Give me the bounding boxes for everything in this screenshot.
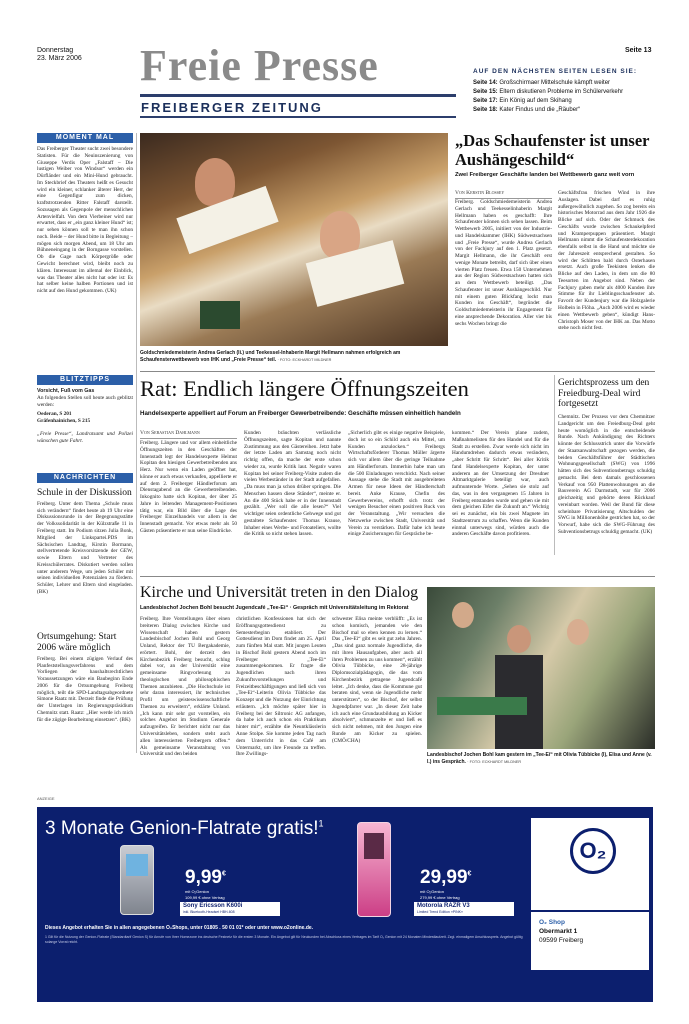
- rat-headline[interactable]: Rat: Endlich längere Öffnungszeiten: [140, 376, 469, 401]
- ad-footer: Dieses Angebot erhalten Sie in allen angegebenen O₂Shops, unter 01805 . 50 01 01* oder unter www.o2online.de.: [45, 925, 314, 931]
- person-1: [452, 602, 474, 628]
- shop-city: 09599 Freiberg: [539, 937, 584, 945]
- subtitle: FREIBERGER ZEITUNG: [141, 100, 323, 115]
- subtitle-rule: [140, 116, 456, 118]
- shop-street: Obermarkt 1: [539, 928, 578, 936]
- person-2: [507, 625, 531, 653]
- shop-photo[interactable]: [140, 133, 448, 346]
- ad-label: ANZEIGE: [37, 796, 55, 801]
- church-col1: Freiberg. Ihre Vorstellungen über einen breiteren Dialog zwischen Kirche und Wissenschaft haben gestern Landesbischof Jochen Bohl und Georg Unland, Rektor der TU Bergakademie, erörtert. Bohl, der derzeit den Kirchenbezirk Freiberg besucht, schlug dabei vor, an der Universität eine gemeinsame Ringvorlesung zu theologischen und philosophischen Themen anzubieten. „Die Hochschule ist sehr daran interessiert, ihr technisches Profil um geisteswissenschaftliche Themen zu erweitern“, erklärte Unland. „Ich kann mir sehr gut vorstellen, ein solches Angebot im Studium Generale aufzugreifen. Er berichtet nicht nur das Universitätsleben, sondern steht auch allen interessierten Freibergern offen.“ Als gemeinsame Veranstaltung von Universität und den beiden: [140, 616, 230, 758]
- blitztipps-title: BLITZTIPPS: [37, 375, 133, 385]
- section-rule: [140, 371, 655, 372]
- ad-headline: 3 Monate Genion-Flatrate gratis!$^1$: [45, 818, 324, 839]
- rat-deck: Handelsexperte appelliert auf Forum an Freiberger Gewerbetreibende: Geschäfte müssen einheitlich handeln: [140, 410, 461, 417]
- price-2-note: mit O₂Genion 279,99 € ohne Vertrag: [420, 889, 460, 900]
- date-full: 23. März 2006: [37, 55, 82, 63]
- court-headline[interactable]: Gerichtsprozess um den Freiedburg-Deal wird fortgesetzt: [558, 378, 650, 410]
- kicker-table: [437, 697, 527, 715]
- preview-box: [473, 68, 663, 115]
- preview-item[interactable]: Seite 14: Großschirmaer Mittelschule kämpft weiter: [473, 79, 611, 86]
- blitztipps-line1: Vorsicht, Fuß vom Gas: [37, 388, 95, 394]
- person-3: [567, 619, 589, 645]
- blitztipps-box: [37, 388, 133, 444]
- news-text: Freiberg. Unter dem Thema „Schule muss sich verändern“ findet heute ab 19 Uhr eine Diskussionsrunde in der Begegnungsstätte der Volkssolidarität in der Külzstraße 11 in Freiberg statt. Im Podium sitzen Julia Bonk, Mitglied der Linkspartei.PDS im Sächsischen Landtag, Kirstin Bormann, stellvertretende Kreisvorsitzende der GEW, sowie Eltern und Vertreter des Kreisschülerrates. Diskutiert werden sollen unter anderem Wege, um jeden Schüler mit seinen individuellen Potenzialen zu fördern. Schüler, Lehrer und Eltern sind eingeladen. (BK): [37, 500, 133, 595]
- top-story-deck: Zwei Freiberger Geschäfte landen bei Wettbewerb ganz weit vorn: [455, 172, 635, 178]
- church-photo[interactable]: [427, 587, 655, 749]
- top-story-byline: Von Kerstin Blossey: [455, 190, 552, 199]
- photo-caption: Goldschmiedemeisterin Andrea Gerlach (li.) und Teekessel-Inhaberin Margit Hellmann nahmen erfolgreich am Schaufensterwettbewerb von IHK und „Freie Presse“ teil. · FOTO: ECKHARDT MILDNER: [140, 350, 401, 363]
- column-divider: [554, 375, 555, 555]
- masthead[interactable]: Freie Presse: [140, 41, 379, 90]
- preview-item[interactable]: Seite 15: Eltern diskutieren Probleme im Schülerverkehr: [473, 88, 624, 95]
- tea-box: [200, 301, 240, 329]
- price-1: 9,99€: [185, 867, 226, 888]
- church-photo-caption: Landesbischof Jochen Bohl kam gestern im „Tee-Ei“ mit Olivia Tübbicke (l), Elisa und Anne (v. l.) ins Gespräch. · FOTO: ECKHARDT MILDNER: [427, 752, 652, 765]
- moment-mal-title: MOMENT MAL: [37, 133, 133, 143]
- rat-col1: Freiberg. Längere und vor allem einheitliche Öffnungszeiten in den Geschäften der Innenstadt legt der Handelsexperte Helmut Kopitan den hiesigen Gewerbetreibenden ans Herz. Nur wenn ein Laden geöffnet hat, könne er auch etwas verkaufen, appellierte er auf dem 2. Freiberger Händlerforum am Dienstagabend an die Gewerbetreibenden. Inkognito hatte sich Kopitan, der über 25 Jahre in leitenden Management-Positionen tätig war, ein Bild über die Lage des Freiberger Einzelhandels vor allem in der Innenstadt gemacht. Vor etwas mehr als 50 Gästen präsentierte er nun seine Eindrücke.: [140, 440, 237, 534]
- church-deck: Landesbischof Jochen Bohl besucht Jugendcafé „Tee-Ei“ · Gespräch mit Universitätsleitung im Rektorat: [140, 605, 409, 611]
- top-story-col2: Geschäftsfrau frischen Wind in ihre Auslagen. Dabei darf es ruhig außergewöhnlich zugehen. So zog bereits ein historisches Motorrad aus dem Jahr 1926 die Blicke auf sich. Oder der Schmuck des Geschäfts wurde zwischen Schaukelpferd und Kramperpuppen präsentiert. Margit Hellmann nimmt die Schaufensterdekoration ebenfalls selbst in die Hand und möchte sie der Jahreszeit entsprechend gestalten. So wird der Schlitten bald durch Osterhasen ersetzt. Auch große Teekisten lenken die Blicke auf den Laden, in dem um die 80 Teesorten im Angebot sind. Neben der Fachjury gaben mehr als 4000 Kunden ihre Stimme für ihr Lieblingsschaufenster ab. Favorit der Kundenjury war die Holzgalerie Holbein in Flöha. „Auch 2006 wird es wieder einen Wettbewerb geben“, kündigt Hans-Christoph Moser von der IHK an. Das Motto stehe noch nicht fest.: [558, 190, 655, 332]
- column-divider: [136, 133, 137, 753]
- blitztipps-place: Gräfenhainichen, S 215: [37, 418, 91, 425]
- ad-fineprint: 1 Gilt für die Nutzung der Genion-Flatrate (Standardtarif Genion S) für Anrufe von Ihrer Homezone ins deutsche Festnetz für die ersten 3 Monate. Ein Angebot gilt für Neukunden bei Abschluss eines Vertrages im Tarif O₂ Genion mit 24 Monaten Mindestlaufzeit. Zzgl. einmaligem Anschlusspreis. Angebot gültig solange Vorrat reicht.: [45, 935, 523, 944]
- shop-title: O₂ Shop: [539, 919, 565, 926]
- nachrichten-title: NACHRICHTEN: [37, 473, 133, 483]
- news-headline[interactable]: Schule in der Diskussion: [37, 488, 132, 498]
- phone-sony-icon: [120, 845, 154, 915]
- phone-2-name: Motorola RAZR V3 Limited Trend Edition »PINK«: [414, 902, 514, 916]
- blitztipps-place: Oederan, S 201: [37, 411, 72, 418]
- rat-col3: „Sicherlich gibt es einige negative Beispiele, doch ist so ein Schild auch ein Mittel, um Kunden anzulocken.“ Freibergs Wirtschaftsförderer Thomas Müller ärgerte sich vor allem über die geringe Teilnahme am Händlerforum. Immerhin habe man um die 500 Einladungen verschickt. Nach seiner Aussage stehe die Stadt mit ausgebreiteten Armen für neue Ideen der Händlerschaft bereit. Anke Krause, Chefin des Gewerbevereins, erhofft sich trotz der wenigen Besucher einen positiven Ruck von der Veranstaltung. „Wir versuchen die Netzwerke zwischen Stadt, Universität und Verein zu verstärken. Dafür habe ich heute einige Zusicherungen für Gespräche be-: [348, 430, 445, 538]
- certificate: [306, 240, 405, 307]
- preview-title: AUF DEN NÄCHSTEN SEITEN LESEN SIE:: [473, 68, 638, 75]
- phone-1-name: Sony Ericsson K600i inkl. Bluetooth-Headset HBH-608: [180, 902, 280, 916]
- phone-motorola-icon: [357, 822, 391, 917]
- news-headline[interactable]: Ortsumgehung: Start 2006 wäre möglich: [37, 631, 117, 653]
- top-story-headline[interactable]: „Das Schaufenster ist unser Aushängeschild“: [455, 131, 650, 169]
- blitztipps-note: „Freie Presse“, Landratsamt und Polizei wünschen gute Fahrt.: [37, 430, 133, 444]
- preview-item[interactable]: Seite 17: Ein König auf dem Skihang: [473, 97, 572, 104]
- top-story-col1: Freiberg. Goldschmiedemeisterin Andrea Gerlach und Teekesselinhaberin Margit Hellmann haben es geschafft: Ihre Schaufenster können sich sehen lassen. Beim Wettbewerb 2005, initiiert von der Industrie- und Handelskammer (IHK) Südwestsachsen und „Freie Presse“, wurde Andrea Gerlach von der Fachjury auf den 1. Platz gesetzt. Margit Hellmann, die ihr Geschäft erst wenige Monate betreibt, darf sich über einen vierten Platz freuen. Etwa 150 Unternehmen aus der Region Südwestsachsen hatten sich an dem Wettbewerb beteiligt. „Das Schaufenster ist unser Aushängeschild. Nur mit einem guten Blickfang lockt man Kunden ins Geschäft“, begründet die Goldschmiedemeisterin ihr Engagement für eine ansprechende Dekoration. Aller vier bis sechs Wochen bringt die: [455, 199, 552, 327]
- o2-logo-icon[interactable]: O₂: [570, 828, 616, 874]
- shop-address[interactable]: [531, 912, 649, 970]
- news-text: Freiberg. Bei einem zügigen Verlauf des Planfeststellungsverfahrens und dem Vorliegen der haushaltsrechtlichen Voraussetzungen wäre ein Baubeginn Ende 2006 für die Ortsumgehung Freiberg möglich, teilt die SPD-Landtagsabgeordnete Simone Raatz mit. Derzeit finde die Prüfung der Unterlagen im Regierungspräsidium Chemnitz statt. Raatz: „Hier werde ich mich für die zügige Bearbeitung einsetzen“. (BK): [37, 655, 133, 723]
- rat-col4: kommen.“ Der Verein plane zudem, Maßnahmelisten für den Handel und für die Stadt zu erstellen. Zwar werde sich nicht im Handumdrehen dadurch etwas verändern, „aber Schritt für Schritt“. Bei aller Kritik fand Handelsexperte Kopitan, der unter anderem an der Umsetzung der Dresdner Altmarktgalerie beteiligt war, auch aufmunternde Worte. „Sehen sie stolz auf das, was in den vergangenen 15 Jahren in Freiberg entstanden wurde und gehen sie mit dem gleichen Eifer die Zukunft an.“ Wichtig sei es zunächst, ein bis zwei Magnete im Stadtzentrum zu schaffen. Wenn die Kunden einmal unterwegs sind, würden auch die anderen Geschäfte davon profitieren.: [452, 430, 549, 538]
- price-1-note: mit O₂Genion 109,99 € ohne Vertrag: [185, 889, 225, 900]
- blitztipps-line2: An folgenden Stellen soll heute auch geblitzt werden:: [37, 394, 133, 408]
- rat-col2: Kunden bräuchten verlässliche Öffnungszeiten, sagte Kopitan und nannte Zustimmung aus den Gästereihen. Jetzt habe der letzte Laden am Samstag noch nicht richtig offen, da mache der erste schon wieder zu, wurde Kritik laut. Negativ waren Kopitan bei seiner Freiberg-Visite zudem die vielen Werbeständer in der Stadt aufgefallen. „Da muss man ja schon drüber springen. Die Menschen hassen diese Ständer“, meinte er. An die 400 Stück habe er in der Innenstadt gezählt. „Wer soll die alle lesen?“ Viel wichtiger seien ordentliche Gehwege und gut gestaltete Schaufenster. Thomas Krause, Inhaber eines Werbe- und Fotoateliers, wollte die Kritik so nicht stehen lassen.: [244, 430, 341, 538]
- rat-byline: Von Sebastian Dahlmann: [140, 430, 237, 439]
- preview-item[interactable]: Seite 18: Kater Findus und die „Räuber“: [473, 106, 581, 113]
- date: [37, 47, 82, 63]
- church-col3: schwester Elisa meinte verblüfft: „Es ist schon komisch, jemanden wie den Bischof mal so eben kennen zu lernen.“ Das „Tee-Ei“ gibt es seit gut zehn Jahren. „Das sind ganz normale Jugendliche, die mit ihren Hausaufgaben, aber auch all ihren Problemen zu uns kommen“, erzählt Olivia Tübbicke, eine 28-jährige Diplomsozialpädagogin, die das vom Kirchenbezirk getragene Jugendcafé leitet. „Ich denke, dass die Kommune gut beraten sind, wenn sie Jugendliche mehr unterstützen“, so der Bischof, der selbst Jugendpfarrer war. „In dieser Zeit habe ich auch eine Grundausbildung an Kicker absolviert“, schmunzelte er und ließ es sich nicht nehmen, mit den Jungen eine Runde am Kicker zu spielen. (CMÖ/CHA): [332, 616, 422, 744]
- church-headline[interactable]: Kirche und Universität treten in den Dialog: [140, 584, 419, 601]
- court-text: Chemnitz. Der Prozess vor dem Chemnitzer Landgericht um den Freiedburg-Deal geht heute womöglich in die entscheidende Runde. Nach Ankündigung des Richters könnte der Schlussstrich unter die Vorwürfe der Staatsanwaltschaft gezogen werden, die beiden Geschäftsführer der Städtischen Wohnungsgesellschaft (SWG) von 1996 hätten sich des Subventionsbetrugs schuldig gemacht. Bei dem damals geschlossenen Verkauf von 950 Plattenwohnungen an die Bauverein AG Darmstadt, war für 2006 gleichzeitig und gehörte deren Rückkauf vereinbart worden. Weil der Bund für diese scheinbare Privatisierung Altschulden der SWG in Millionenhöhe gestrichen hat, so der Vorwurf, habe sich die SWG-Führung des Subventionsbetrugs schuldig gemacht. (UK): [558, 414, 655, 536]
- moment-mal-text: Das Freiberger Theater sucht zwei besondere Statisten. Für die Neuinszenierung von Giuseppe Verdis Oper „Falstaff – Die lustigen Weiber von Windsor“ werden ein Dürfländer und ein Mini-Hund gebraucht. Im Steckbrief des Theaters heißt es Gesucht wird ein kleiner, schlanker älterer Herr, der eine Gegenfigur zum dicken, kraftstrotzenden Ritter Falstaff darstellt. Sozusagen als Gegenpole der menschlichen Artenvielfalt. Von dem Vierbeiner wird nur erwartet, dass er „ein ganz kleiner Hund“ ist; nur sehen können soll te man ihn schon noch. Beide – der Hund bitte in Begleitung – mögen sich morgen Abend, um 18 Uhr am Bühneneingang in der Borngasse vorstellen. Ob die Gage nach Körpergröße oder Gewicht berechnet wird, bleibt noch zu klären. Interessant im allemal der Einblick, was das Theater alles nicht hat oder ist: Es hat selber keine halben Portionen und ist nicht auf den Hund gekommen. (UK): [37, 146, 133, 295]
- price-2: 29,99€: [420, 867, 472, 888]
- nachrichten-box: [37, 488, 133, 756]
- section-rule: [140, 576, 655, 577]
- masthead-rule: [140, 94, 456, 97]
- page-number: Seite 13: [625, 47, 652, 54]
- church-col2: christlichen Konfessionen hat sich der Eröffnungsgottesdienst zu Semesterbeginn etabliert. Der Gottesdienst im Dom findet am 25. April zum fünften Mal statt. Mit jungen Leuten in Bischof Bohl gestern Abend noch im Freiberger „Tee-Ei“ zusammengekommen. Er fragte die Jugendlichen nach ihren Zukunftsvorstellungen und Freizeitbeschäftigungen und ließ sich von „Tee-Ei“-Leiterin Olivia Tübbicke das Konzept und die Nutzung der Einrichtung erläutern. „Ich möchte später hier in Freiberg bei der Siltronic AG anfangen, da habe ich auch schon ein Praktikum hinter mir“, erzählte die Neuntklässlerin Anne Stolpe. Sie komme jeden Tag nach dem Unterricht in das Café am Untermarkt, um ihre Freunde zu treffen. Ihre Zwillings-: [236, 616, 326, 758]
- date-weekday: Donnerstag: [37, 47, 74, 54]
